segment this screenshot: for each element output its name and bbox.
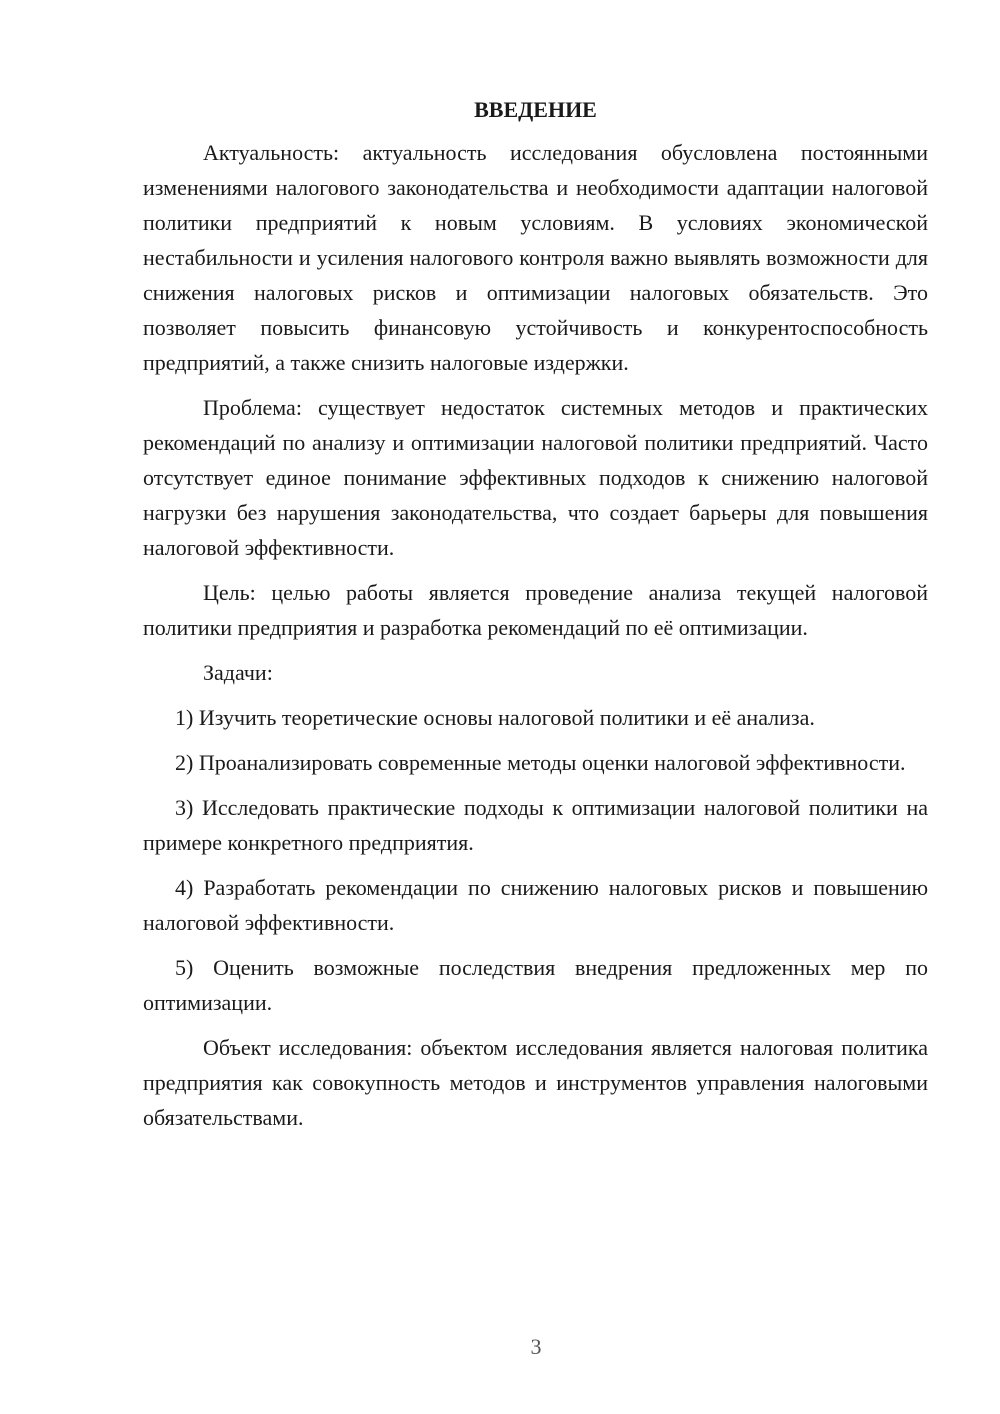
page-content — [143, 95, 928, 1145]
object-paragraph: Объект исследования: объектом исследования является налоговая политика предприятия как совокупность методов и инструментов управления налоговыми обязательствами. — [143, 1035, 928, 1130]
task-item-1: 1) Изучить теоретические основы налоговой политики и её анализа. — [175, 705, 815, 730]
problem-paragraph: Проблема: существует недостаток системных методов и практических рекомендаций по анализу и оптимизации налоговой политики предприятий. Часто отсутствует единое понимание эффективных подходов к снижению налоговой нагрузки без нарушения законодательства, что создает барьеры для повышения налоговой эффективности. — [143, 395, 928, 560]
task-item-3: 3) Исследовать практические подходы к оптимизации налоговой политики на примере конкретного предприятия. — [143, 795, 928, 855]
tasks-label: Задачи: — [203, 660, 273, 685]
task-item-5: 5) Оценить возможные последствия внедрения предложенных мер по оптимизации. — [143, 955, 928, 1015]
task-item-2: 2) Проанализировать современные методы оценки налоговой эффективности. — [175, 750, 906, 775]
relevance-paragraph: Актуальность: актуальность исследования обусловлена постоянными изменениями налогового законодательства и необходимости адаптации налоговой политики предприятий к новым условиям. В условиях экономической нестабильности и усиления налогового контроля важно выявлять возможности для снижения налоговых рисков и оптимизации налоговых обязательств. Это позволяет повысить финансовую устойчивость и конкурентоспособность предприятий, а также снизить налоговые издержки. — [143, 140, 928, 375]
goal-paragraph: Цель: целью работы является проведение анализа текущей налоговой политики предприятия и разработка рекомендаций по её оптимизации. — [143, 580, 928, 640]
task-item-4: 4) Разработать рекомендации по снижению налоговых рисков и повышению налоговой эффективности. — [143, 875, 928, 935]
section-heading: ВВЕДЕНИЕ — [474, 97, 597, 122]
page-number: 3 — [530, 1334, 542, 1359]
